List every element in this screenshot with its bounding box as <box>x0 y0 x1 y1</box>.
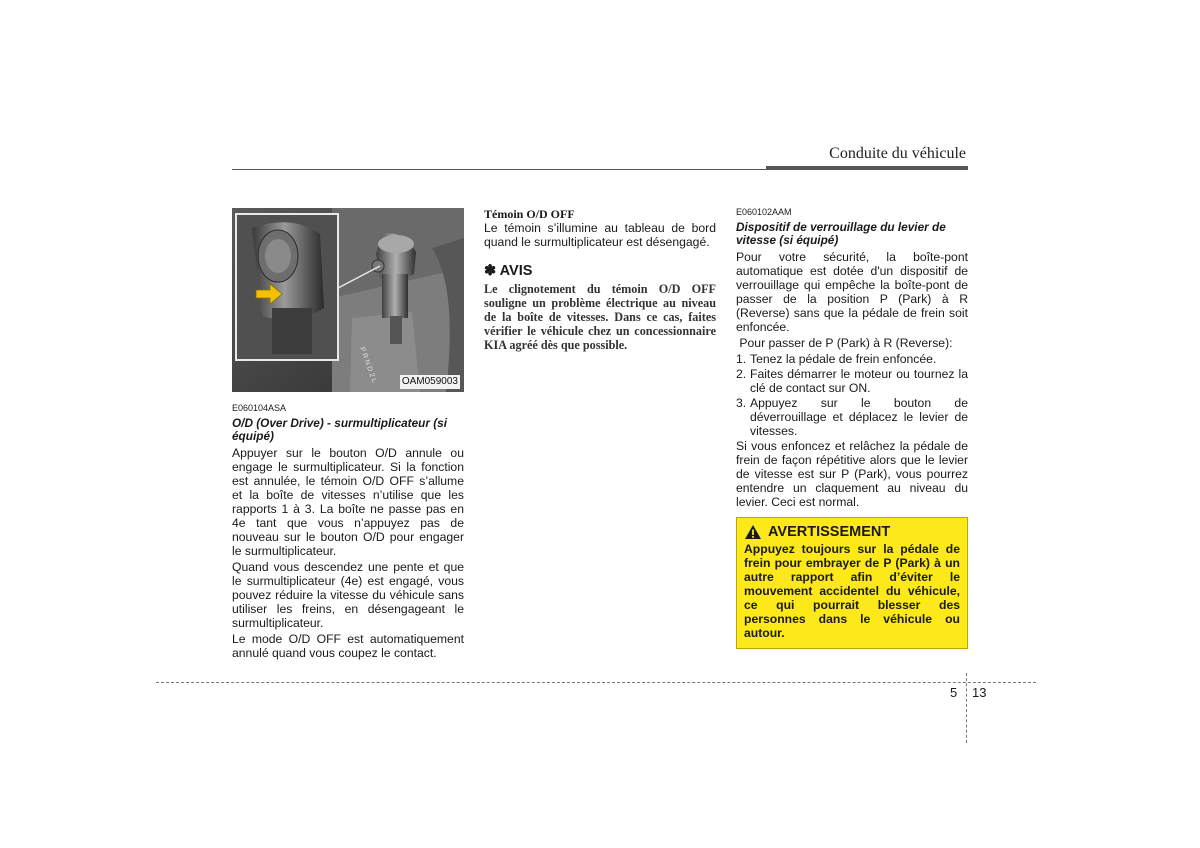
page-number: 13 <box>972 685 987 700</box>
section-heading-od-off: Témoin O/D OFF <box>484 207 575 221</box>
page-header-title: Conduite du véhicule <box>829 145 966 162</box>
chapter-number: 5 <box>950 685 958 700</box>
gear-shifter-figure <box>232 208 464 392</box>
warning-box <box>736 517 968 649</box>
step-number: 3. <box>736 396 747 410</box>
footer-divider <box>966 673 967 743</box>
step-number: 2. <box>736 367 747 381</box>
column-middle <box>484 207 716 352</box>
section-code: E060104ASA <box>232 403 287 413</box>
paragraph: Pour passer de P (Park) à R (Reverse): <box>736 336 953 350</box>
section-heading-overdrive: O/D (Over Drive) - surmultiplicateur (si équipé) <box>232 416 448 443</box>
notice-text: Le clignotement du témoin O/D OFF souligne un problème électrique au niveau de la boîte de vitesses. Dans ce cas, faites vérifier le véhicule chez un concessionnaire KIA agréé dès que possible. <box>484 282 716 352</box>
paragraph: Appuyer sur le bouton O/D annule ou engage le surmultiplicateur. Si la fonction est annulée, le témoin O/D OFF s’allume et la boîte de vitesses n’utilise que les rapports 1 à 3. La boîte ne passe pas en 4e tant que vous n’appuyez pas de nouveau sur le bouton O/D pour engager le surmultiplicateur. <box>232 446 464 558</box>
svg-text:P R N D 2 L: P R N D 2 L <box>358 346 378 384</box>
list-item <box>736 367 968 395</box>
warning-text: Appuyez toujours sur la pédale de frein pour embrayer de P (Park) à un autre rapport afin d’éviter le mouvement accidentel du véhicule, ce qui pourrait blesser des personnes dans le véhicule ou autour. <box>744 542 960 640</box>
step-text: Faites démarrer le moteur ou tournez la clé de contact sur ON. <box>750 367 968 395</box>
section-code: E060102AAM <box>736 207 792 217</box>
list-item <box>736 396 968 438</box>
paragraph: Quand vous descendez une pente et que le surmultiplicateur (4e) est engagé, vous pouvez réduire la vitesse du véhicule sans utiliser les freins, en désengageant le surmultiplicateur. <box>232 560 464 630</box>
step-text: Appuyez sur le bouton de déverrouillage et déplacez le levier de vitesses. <box>750 396 968 438</box>
gear-shifter-illustration <box>232 208 464 392</box>
paragraph: Le témoin s’illumine au tableau de bord quand le surmultiplicateur est désengagé. <box>484 221 716 249</box>
step-text: Tenez la pédale de frein enfoncée. <box>750 352 937 366</box>
header-rule-accent <box>766 166 968 170</box>
list-item <box>736 352 968 366</box>
column-right <box>736 207 968 649</box>
paragraph: Le mode O/D OFF est automatiquement annulé quand vous coupez le contact. <box>232 632 464 660</box>
steps-list <box>736 352 968 438</box>
section-heading-shift-lock: Dispositif de verrouillage du levier de vitesse (si équipé) <box>736 220 946 247</box>
notice-title: ✽ AVIS <box>484 263 533 279</box>
paragraph: Pour votre sécurité, la boîte-pont automatique est dotée d'un dispositif de verrouillage qui empêche la boîte-pont de passer de la position P (Park) à R (Reverse) sans que la pédale de frein soit enfoncée. <box>736 250 968 334</box>
paragraph: Si vous enfoncez et relâchez la pédale de frein de façon répétitive alors que le levier de vitesse est sur P (Park), vous pourrez entendre un claquement au niveau du levier. Ceci est normal. <box>736 439 968 509</box>
step-number: 1. <box>736 352 747 366</box>
footer-rule <box>156 682 1036 683</box>
warning-title: AVERTISSEMENT <box>768 524 891 540</box>
warning-header <box>744 524 960 540</box>
warning-triangle-icon <box>744 524 762 540</box>
figure-code: OAM059003 <box>401 376 458 387</box>
column-left <box>232 208 464 662</box>
